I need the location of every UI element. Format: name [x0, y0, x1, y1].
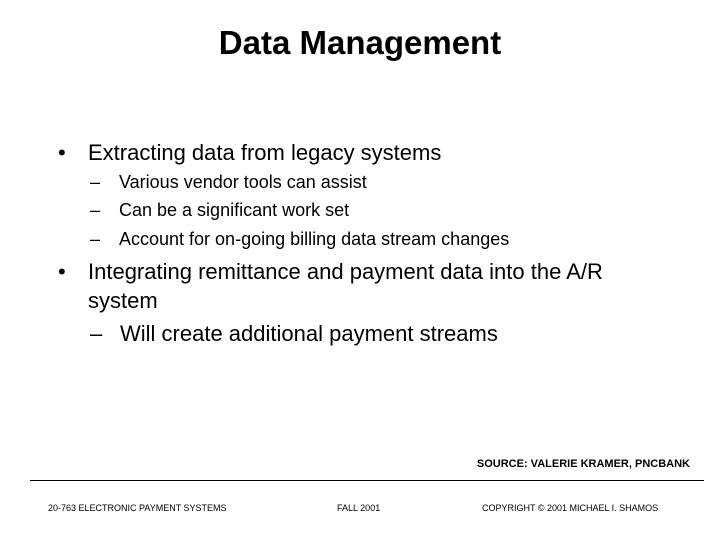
sub-bullet-text: Account for on-going billing data stream changes — [119, 229, 510, 249]
sub-bullet-text: Will create additional payment streams — [120, 321, 498, 346]
bullet-marker: • — [58, 259, 66, 284]
dash-marker: – — [90, 200, 101, 220]
bullet-marker: • — [58, 140, 66, 165]
bullet-text: Extracting data from legacy systems — [88, 140, 442, 165]
footer-term: FALL 2001 — [337, 503, 381, 513]
bullet-text-line-1: Integrating remittance and payment data into the A/R — [88, 259, 603, 284]
dash-marker: – — [90, 172, 101, 192]
bullet-text-line-2: system — [88, 288, 158, 313]
source-credit: SOURCE: VALERIE KRAMER, PNCBANK — [476, 458, 690, 470]
dash-marker: – — [90, 321, 103, 346]
footer-course: 20-763 ELECTRONIC PAYMENT SYSTEMS — [48, 503, 227, 513]
sub-bullet-text: Can be a significant work set — [119, 200, 350, 220]
slide-title: Data Management — [218, 24, 502, 61]
dash-marker: – — [90, 229, 101, 249]
sub-bullet-text: Various vendor tools can assist — [119, 172, 367, 192]
footer-copyright: COPYRIGHT © 2001 MICHAEL I. SHAMOS — [482, 503, 659, 513]
footer-divider — [30, 480, 704, 481]
